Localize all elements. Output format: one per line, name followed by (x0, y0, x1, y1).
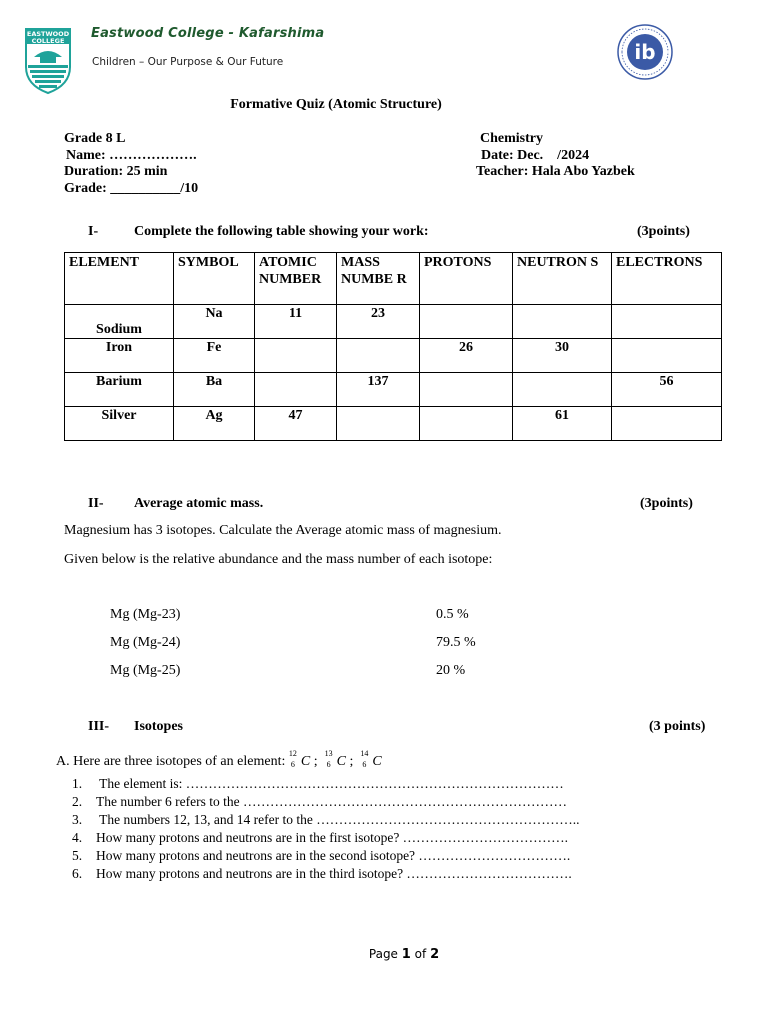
svg-text:ib: ib (634, 40, 656, 64)
isotope-notation: 12 6 (288, 749, 297, 769)
column-header: MASS NUMBE R (337, 253, 420, 305)
table-cell[interactable] (420, 373, 513, 407)
section2-paragraph: Magnesium has 3 isotopes. Calculate the Average atomic mass of magnesium. (64, 523, 502, 538)
atomic-structure-table (64, 252, 722, 441)
table-cell: 26 (420, 339, 513, 373)
school-name: Eastwood College - Kafarshima (91, 26, 325, 41)
question-list (72, 775, 579, 883)
svg-text:EASTWOOD: EASTWOOD (26, 30, 70, 38)
table-row (65, 339, 722, 373)
table-cell[interactable] (255, 373, 337, 407)
isotope-name: Mg (Mg-25) (110, 663, 181, 678)
table-cell[interactable] (612, 339, 722, 373)
isotopes-intro-text: A. Here are three isotopes of an element: (56, 754, 286, 769)
duration: Duration: 25 min (64, 164, 168, 179)
column-header: ATOMIC NUMBER (255, 253, 337, 305)
section3-title: Isotopes (134, 719, 184, 734)
section1-points: (3points) (637, 224, 690, 239)
page-number: Page 1 of 2 (368, 947, 440, 962)
date: Date: Dec. /2024 (481, 148, 590, 163)
table-cell: Silver (65, 407, 174, 441)
table-cell[interactable] (337, 339, 420, 373)
school-motto: Children – Our Purpose & Our Future (92, 56, 284, 68)
table-cell[interactable] (420, 407, 513, 441)
column-header: NEUTRON S (513, 253, 612, 305)
column-header: ELEMENT (65, 253, 174, 305)
list-item: 1. The element is: ………………………………………………………………………… (72, 776, 564, 791)
ib-world-school-logo (616, 23, 674, 81)
column-header: ELECTRONS (612, 253, 722, 305)
table-cell: Barium (65, 373, 174, 407)
isotope-name: Mg (Mg-23) (110, 607, 181, 622)
isotope-abundance: 0.5 % (436, 607, 469, 622)
table-row (65, 373, 722, 407)
table-cell[interactable] (420, 305, 513, 339)
list-item: 6. How many protons and neutrons are in the third isotope? ………………………………. (72, 866, 572, 881)
isotope-abundance: 79.5 % (436, 635, 476, 650)
isotopes-intro: A. Here are three isotopes of an element: 12 6 C ; 13 6 C ; 14 6 C (56, 749, 382, 769)
table-row (65, 407, 722, 441)
table-cell: 61 (513, 407, 612, 441)
table-header-row (65, 253, 722, 305)
table-cell: 137 (337, 373, 420, 407)
table-cell: 23 (337, 305, 420, 339)
subject: Chemistry (480, 131, 543, 146)
student-name-field: Name: ………………. (66, 148, 197, 163)
grade-class: Grade 8 L (64, 131, 126, 146)
section2-number: II- (88, 496, 104, 511)
table-cell: Ba (174, 373, 255, 407)
list-item: 4. How many protons and neutrons are in the first isotope? ………………………………. (72, 830, 569, 845)
section3-points: (3 points) (649, 719, 706, 734)
teacher: Teacher: Hala Abo Yazbek (476, 164, 635, 179)
table-cell[interactable] (612, 407, 722, 441)
school-logo (24, 27, 72, 95)
table-cell: Fe (174, 339, 255, 373)
column-header: SYMBOL (174, 253, 255, 305)
table-cell: 30 (513, 339, 612, 373)
section1-title: Complete the following table showing your work: (134, 224, 429, 239)
section3-number: III- (88, 719, 110, 734)
section2-paragraph: Given below is the relative abundance and the mass number of each isotope: (64, 552, 493, 567)
table-cell: Iron (65, 339, 174, 373)
isotope-name: Mg (Mg-24) (110, 635, 181, 650)
grade-score-field: Grade: __________/10 (64, 181, 199, 196)
column-header: PROTONS (420, 253, 513, 305)
quiz-title: Formative Quiz (Atomic Structure) (230, 97, 442, 112)
isotope-abundance: 20 % (436, 663, 466, 678)
list-item: 5. How many protons and neutrons are in the second isotope? ……………………………. (72, 848, 571, 863)
table-cell[interactable] (337, 407, 420, 441)
list-item: 2. The number 6 refers to the ……………………………………………………………… (72, 794, 567, 809)
table-row (65, 305, 722, 339)
table-cell[interactable] (513, 305, 612, 339)
table-cell: Ag (174, 407, 255, 441)
table-cell: 11 (255, 305, 337, 339)
svg-text:COLLEGE: COLLEGE (31, 37, 65, 45)
section2-points: (3points) (640, 496, 693, 511)
table-cell[interactable] (255, 339, 337, 373)
section2-title: Average atomic mass. (134, 496, 264, 511)
table-cell: Na (174, 305, 255, 339)
list-item: 3. The numbers 12, 13, and 14 refer to the ………………………………………………….. (72, 812, 580, 827)
isotope-notation: 13 6 (324, 749, 333, 769)
section1-number: I- (88, 224, 99, 239)
table-cell: Sodium (65, 305, 174, 339)
isotope-notation: 14 6 (360, 749, 369, 769)
table-cell: 56 (612, 373, 722, 407)
table-cell[interactable] (513, 373, 612, 407)
table-cell[interactable] (612, 305, 722, 339)
table-cell: 47 (255, 407, 337, 441)
